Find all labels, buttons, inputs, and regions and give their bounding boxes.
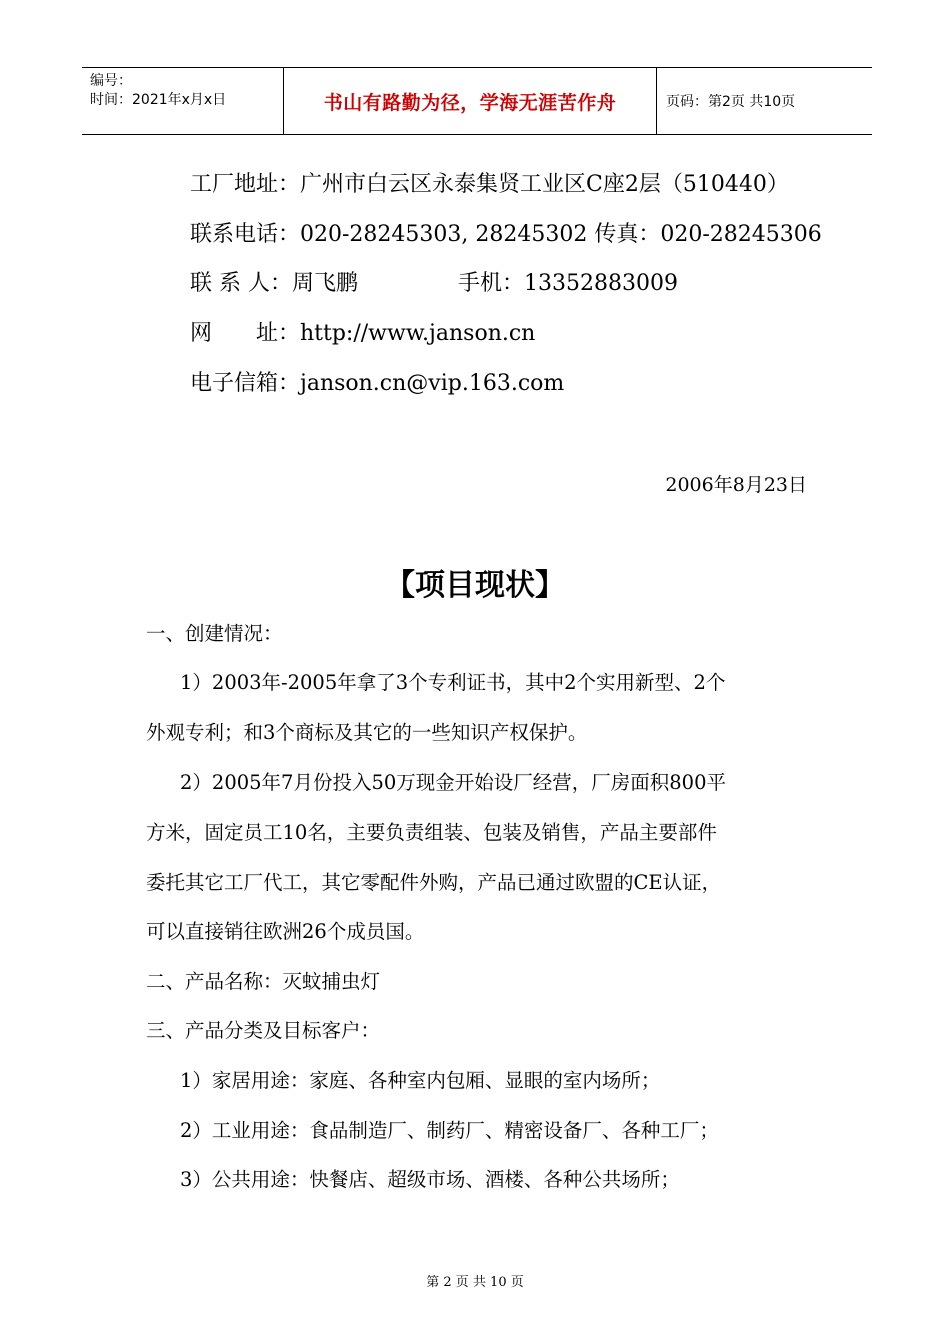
use-industrial: 2）工业用途：食品制造厂、制药厂、精密设备厂、各种工厂； xyxy=(180,1119,719,1142)
phone-fax: 联系电话：020-28245303, 28245302 传真：020-28245306 xyxy=(190,222,822,247)
item-2-line-4: 可以直接销往欧洲26个成员国。 xyxy=(146,920,425,943)
item-1-line-1: 1）2003年-2005年拿了3个专利证书，其中2个实用新型、2个 xyxy=(180,671,726,694)
item-2-line-2: 方米，固定员工10名，主要负责组装、包装及销售，产品主要部件 xyxy=(146,821,717,844)
website-label: 网 xyxy=(190,321,213,346)
use-household: 1）家居用途：家庭、各种室内包厢、显眼的室内场所； xyxy=(180,1069,661,1092)
mobile-number: 手机：13352883009 xyxy=(458,271,678,296)
heading-product-category: 三、产品分类及目标客户： xyxy=(146,1019,381,1042)
header-divider-right xyxy=(656,68,657,134)
header-time: 时间：2021年x月x日 xyxy=(90,92,227,108)
email: 电子信箱：janson.cn@vip.163.com xyxy=(190,371,565,396)
contact-person: 联 系 人：周飞鹏 xyxy=(190,271,358,296)
heading-founding: 一、创建情况： xyxy=(146,622,283,645)
item-2-line-3: 委托其它工厂代工，其它零配件外购，产品已通过欧盟的CE认证， xyxy=(146,871,722,894)
website-value: 址：http://www.janson.cn xyxy=(256,321,536,346)
factory-address: 工厂地址：广州市白云区永泰集贤工业区C座2层（510440） xyxy=(190,172,789,197)
heading-product-name: 二、产品名称：灭蚊捕虫灯 xyxy=(146,970,381,993)
document-date: 2006年8月23日 xyxy=(665,474,807,496)
header-meta xyxy=(90,72,226,110)
item-2-line-1: 2）2005年7月份投入50万现金开始设厂经营，厂房面积800平 xyxy=(180,771,726,794)
header-page-info: 页码：第2页 共10页 xyxy=(666,94,796,110)
use-public: 3）公共用途：快餐店、超级市场、酒楼、各种公共场所； xyxy=(180,1168,680,1191)
page-header xyxy=(82,67,872,135)
header-motto: 书山有路勤为径，学海无涯苦作舟 xyxy=(323,91,617,114)
page-footer: 第 2 页 共 10 页 xyxy=(426,1275,524,1290)
section-title: 【项目现状】 xyxy=(385,568,565,603)
header-number: 编号： xyxy=(90,73,132,89)
item-1-line-2: 外观专利；和3个商标及其它的一些知识产权保护。 xyxy=(146,721,588,744)
